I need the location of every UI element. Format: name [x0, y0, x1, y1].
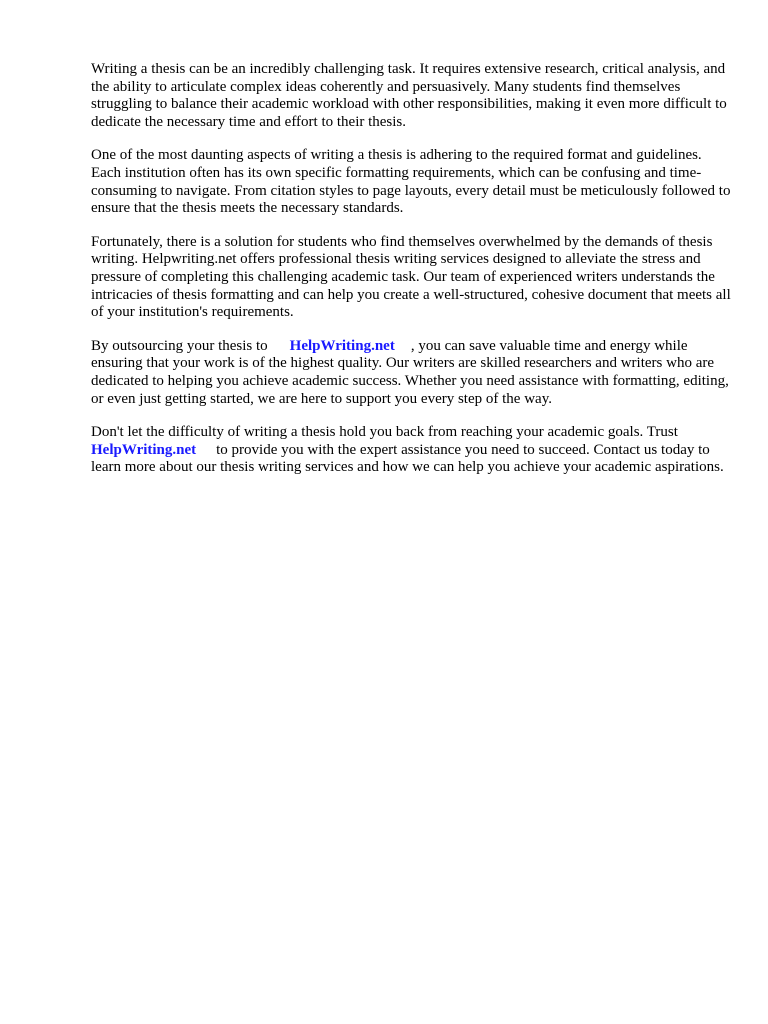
paragraph-closing-before: Don't let the difficulty of writing a thesis hold you back from reaching your academic goals. Trust	[91, 424, 678, 441]
paragraph-outsourcing	[91, 338, 731, 408]
paragraph-closing-after: to provide you with the expert assistance you need to succeed. Contact us today to learn more about our thesis writing services and how we can help you achieve your academic aspirations.	[91, 441, 724, 476]
helpwriting-link[interactable]: HelpWriting.net	[289, 337, 395, 354]
paragraph-outsourcing-after: , you can save valuable time and energy while ensuring that your work is of the highest quality. Our writers are skilled researchers and writers who are dedicated to helping you achieve academic success. Whether you need assistance with formatting, editing, or even just getting started, we are here to support you every step of the way.	[91, 337, 729, 407]
document-body	[91, 61, 731, 493]
helpwriting-link[interactable]: HelpWriting.net	[91, 441, 197, 458]
paragraph-intro: Writing a thesis can be an incredibly challenging task. It requires extensive research, critical analysis, and the ability to articulate complex ideas coherently and persuasively. Many students find themselves struggling to balance their academic workload with other responsibilities, making it even more difficult to dedicate the necessary time and effort to their thesis.	[91, 61, 727, 130]
paragraph-outsourcing-before: By outsourcing your thesis to	[91, 337, 268, 354]
paragraph-formatting: One of the most daunting aspects of writing a thesis is adhering to the required format and guidelines. Each institution often has its own specific formatting requirements, which can be confusing and time-consuming to navigate. From citation styles to page layouts, every detail must be meticulously followed to ensure that the thesis meets the necessary standards.	[91, 147, 731, 217]
paragraph-solution: Fortunately, there is a solution for students who find themselves overwhelmed by the demands of thesis writing. Helpwriting.net offers professional thesis writing services designed to alleviate the stress and pressure of completing this challenging academic task. Our team of experienced writers understands the intricacies of thesis formatting and can help you create a well-structured, cohesive document that meets all of your institution's requirements.	[91, 233, 731, 321]
paragraph-closing	[91, 424, 731, 477]
